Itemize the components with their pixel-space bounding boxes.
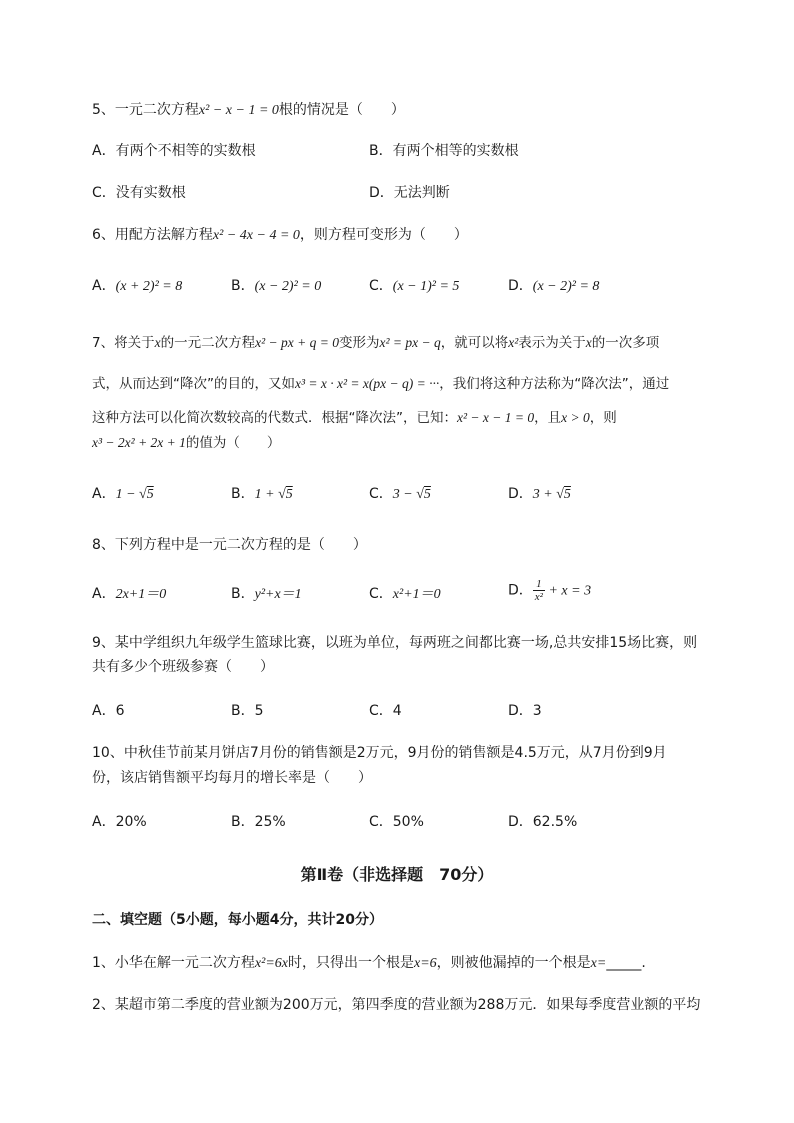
q7-equation: x² − x − 1 = 0 xyxy=(457,410,535,425)
q7-text: ，且 xyxy=(534,410,562,426)
fill-question-2: 2、某超市第二季度的营业额为200万元，第四季度的营业额为288万元．如果每季度营业额的平均 xyxy=(92,997,701,1013)
fill1-equation: x= xyxy=(590,956,607,971)
option-letter: A． xyxy=(92,586,116,602)
option-expression: 1 + xyxy=(254,487,279,502)
fill1-text: 时，只得出一个根是 xyxy=(288,955,414,971)
q7-equation: x² xyxy=(508,335,519,350)
fill-question-1 xyxy=(92,953,646,974)
option-expression: (x − 2)² = 0 xyxy=(254,279,322,294)
q7-option-b: B．1 + √5 xyxy=(231,486,293,502)
q8-option-b xyxy=(231,584,302,605)
option-radicand: 5 xyxy=(423,487,431,502)
q5-option-c: C．没有实数根 xyxy=(92,185,186,201)
q6-option-b xyxy=(231,276,321,297)
question-10-line-2: 份，该店销售额平均每月的增长率是（ ） xyxy=(92,770,372,786)
q7-equation: x³ = x · x² = x(px − q) = ··· xyxy=(295,376,440,391)
option-expression: 3 − xyxy=(392,487,417,502)
q10-option-a: A．20% xyxy=(92,814,147,830)
q7-text: 的值为（ ） xyxy=(185,435,281,451)
q8-option-a xyxy=(92,584,166,605)
option-expression: (x − 2)² = 8 xyxy=(532,279,600,294)
q5-option-d: D．无法判断 xyxy=(369,185,450,201)
option-letter: D． xyxy=(508,582,533,599)
q8-option-c xyxy=(369,584,441,605)
section-2-title: 第Ⅱ卷（非选择题 70分） xyxy=(300,865,494,884)
option-expression: + x = 3 xyxy=(544,583,592,599)
fraction-denominator: x² xyxy=(534,591,543,603)
option-expression: 3 + xyxy=(532,487,557,502)
q7-text: 这种方法可以化简次数较高的代数式．根据“降次法”，已知： xyxy=(92,410,457,426)
fraction xyxy=(533,578,545,603)
q7-equation: x > 0 xyxy=(561,410,590,425)
question-7-line-2 xyxy=(92,374,669,394)
option-expression: 1 − xyxy=(115,487,140,502)
option-expression: (x + 2)² = 8 xyxy=(115,279,183,294)
question-7-line-4 xyxy=(92,433,280,453)
fill1-equation: x²=6x xyxy=(254,956,288,971)
option-letter: C． xyxy=(369,486,393,502)
question-9-line-2: 共有多少个班级参赛（ ） xyxy=(92,659,274,675)
fraction-numerator: 1 xyxy=(533,578,545,591)
q6-text-b: ，则方程可变形为（ ） xyxy=(299,227,468,243)
q7-text: ，就可以将 xyxy=(440,335,509,351)
option-letter: B． xyxy=(231,586,255,602)
q10-option-b: B．25% xyxy=(231,814,286,830)
q7-option-d: D．3 + √5 xyxy=(508,486,571,502)
q5-equation: x² − x − 1 = 0 xyxy=(198,103,279,118)
q10-option-c: C．50% xyxy=(369,814,424,830)
q6-option-a xyxy=(92,276,182,297)
option-letter: C． xyxy=(369,278,393,294)
q6-text-a: 6、用配方法解方程 xyxy=(92,227,213,243)
fill1-equation: x=6 xyxy=(414,956,437,971)
option-letter: A． xyxy=(92,486,116,502)
q10-option-d: D．62.5% xyxy=(508,814,578,830)
q7-text: 的一元二次方程 xyxy=(160,335,256,351)
q7-text: ，则 xyxy=(589,410,617,426)
q5-option-a: A．有两个不相等的实数根 xyxy=(92,143,256,159)
q7-text: 式，从而达到“降次”的目的，又如 xyxy=(92,376,295,392)
option-letter: D． xyxy=(508,486,533,502)
option-letter: A． xyxy=(92,278,116,294)
question-5-stem xyxy=(92,100,405,121)
option-expression: (x − 1)² = 5 xyxy=(392,279,460,294)
q7-var: x xyxy=(154,335,161,350)
q7-equation: x² = px − q xyxy=(379,335,441,350)
q5-text-b: 根的情况是（ ） xyxy=(278,102,405,118)
question-9-line-1: 9、某中学组织九年级学生篮球比赛，以班为单位，每两班之间都比赛一场,总共安排15场比赛，则 xyxy=(92,635,698,651)
option-expression: x²+1＝0 xyxy=(392,587,441,602)
question-6-stem xyxy=(92,225,468,246)
option-expression: 2x+1＝0 xyxy=(115,587,167,602)
fill1-text: 1、小华在解一元二次方程 xyxy=(92,955,255,971)
fill1-text: ，则被他漏掉的一个根是 xyxy=(436,955,591,971)
question-10-line-1: 10、中秋佳节前某月饼店7月份的销售额是2万元，9月份的销售额是4.5万元，从7月份到9月 xyxy=(92,745,667,761)
q7-equation: x³ − 2x² + 2x + 1 xyxy=(92,435,186,450)
q7-text: 表示为关于 xyxy=(518,335,586,351)
option-letter: B． xyxy=(231,486,255,502)
q7-equation: x² − px + q = 0 xyxy=(255,335,339,350)
option-letter: D． xyxy=(508,278,533,294)
option-letter: C． xyxy=(369,586,393,602)
option-radicand: 5 xyxy=(285,487,293,502)
question-7-line-3 xyxy=(92,408,617,428)
q7-text: 7、将关于 xyxy=(92,335,155,351)
answer-blank: _____. xyxy=(606,955,646,971)
option-radicand: 5 xyxy=(563,487,571,502)
option-letter: B． xyxy=(231,278,255,294)
question-8-stem: 8、下列方程中是一元二次方程的是（ ） xyxy=(92,537,367,553)
q7-var: x xyxy=(585,335,592,350)
fill-in-heading: 二、填空题（5小题，每小题4分，共计20分） xyxy=(92,912,383,928)
q7-text: 的一次多项 xyxy=(591,335,660,351)
q6-option-d xyxy=(508,276,599,297)
q9-option-c: C．4 xyxy=(369,703,402,719)
q7-option-a: A．1 − √5 xyxy=(92,486,154,502)
q9-option-a: A．6 xyxy=(92,703,125,719)
q9-option-b: B．5 xyxy=(231,703,264,719)
q6-equation: x² − 4x − 4 = 0 xyxy=(212,228,300,243)
q7-option-c: C．3 − √5 xyxy=(369,486,431,502)
q5-option-b: B．有两个相等的实数根 xyxy=(369,143,519,159)
question-7-line-1 xyxy=(92,333,659,353)
q6-option-c xyxy=(369,276,459,297)
q8-option-d xyxy=(508,578,591,603)
q7-text: 变形为 xyxy=(338,335,380,351)
option-expression: y²+x＝1 xyxy=(254,587,302,602)
q9-option-d: D．3 xyxy=(508,703,542,719)
option-radicand: 5 xyxy=(146,487,154,502)
q7-text: ，我们将这种方法称为“降次法”，通过 xyxy=(439,376,670,392)
q5-text-a: 5、一元二次方程 xyxy=(92,102,199,118)
